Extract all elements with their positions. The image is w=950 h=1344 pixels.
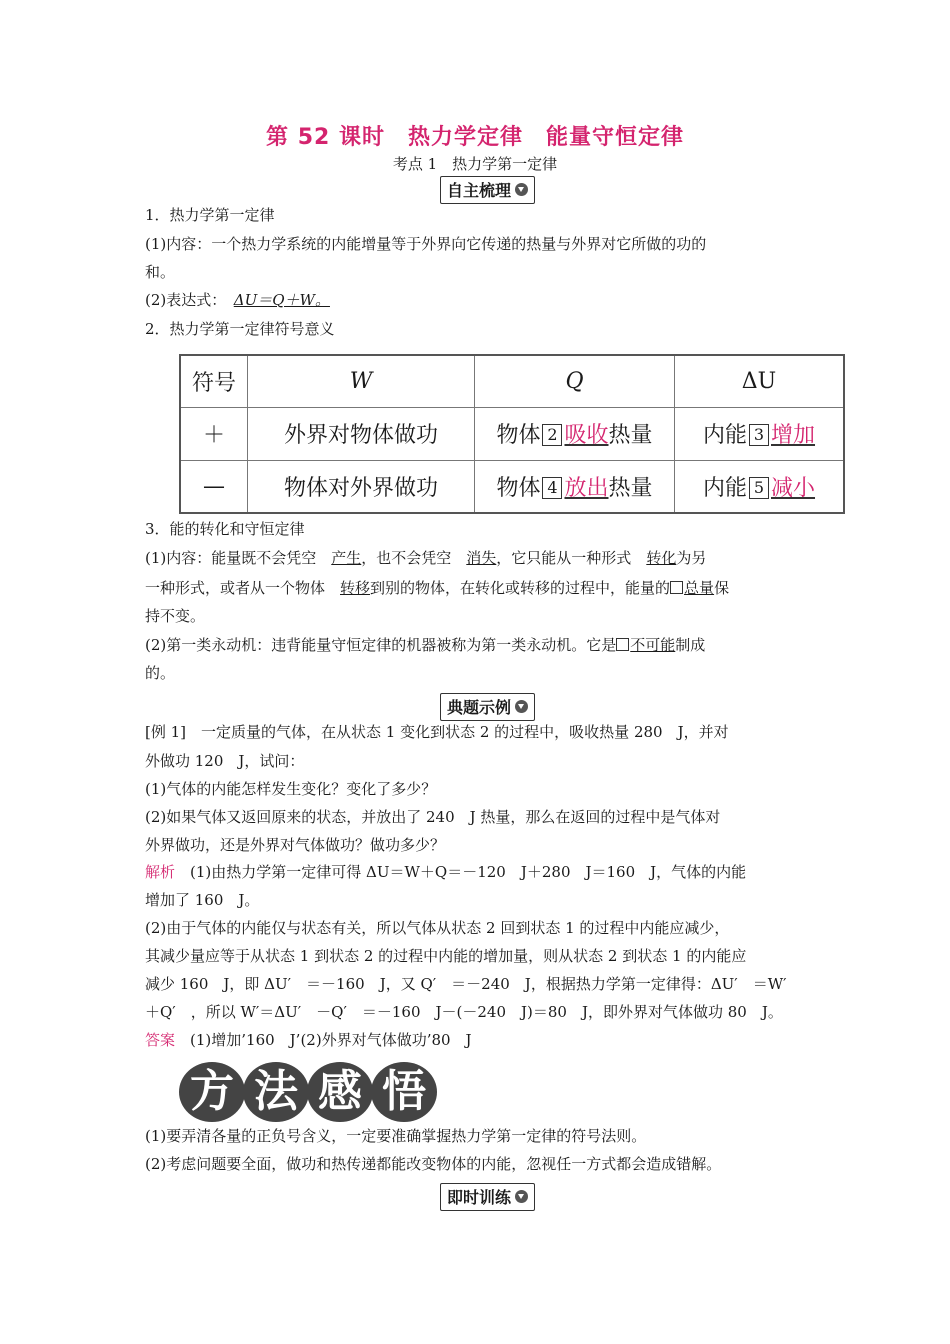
content-line: (1)内容：一个热力学系统的内能增量等于外界向它传递的热量与外界对它所做的功的: [145, 235, 707, 253]
heading-1: 1．热力学第一定律: [145, 206, 275, 224]
table-header: ΔU: [675, 355, 845, 407]
chevron-down-icon: [515, 700, 528, 713]
solution-line: 减少 160 J，即 ΔU′ ＝－160 J，又 Q′ ＝－240 J，根据热力学第一定律得：ΔU′ ＝W′: [145, 975, 787, 993]
answer-label: 答案: [145, 1031, 176, 1049]
table-header: Q: [475, 355, 675, 407]
table-row: — 物体对外界做功 物体 4 放出热量 内能 5 减小: [180, 460, 844, 513]
formula-line: (2)表达式： ΔU＝Q＋W。: [145, 291, 330, 309]
tip-line: (1)要弄清各量的正负号含义，一定要准确掌握热力学第一定律的符号法则。: [145, 1127, 647, 1145]
answer-line: 答案 (1)增加’160 J’(2)外界对气体做功’80 J: [145, 1031, 472, 1049]
answer-blank: 放出: [564, 475, 609, 501]
section-subtitle: 考点 1 热力学第一定律: [392, 155, 558, 173]
sign-table: [179, 354, 845, 514]
tip-line: (2)考虑问题要全面，做功和热传递都能改变物体的内能，忽视任一方式都会造成错解。: [145, 1155, 722, 1173]
badge-dianti: 典题示例: [440, 693, 535, 721]
example-line: (2)如果气体又返回原来的状态，并放出了 240 J 热量，那么在返回的过程中是气体对: [145, 808, 721, 826]
solution-line: 其减少量应等于从状态 1 到状态 2 的过程中内能的增加量，则从状态 2 到状态 1 的内能应: [145, 947, 747, 965]
heading-3: 3．能的转化和守恒定律: [145, 520, 305, 538]
solution-line: 增加了 160 J。: [145, 891, 260, 909]
content-line: 一种形式，或者从一个物体 转移到别的物体，在转化或转移的过程中，能量的 总量保: [145, 579, 730, 597]
solution-label: 解析: [145, 863, 176, 881]
formula: ΔU＝Q＋W。: [233, 291, 330, 309]
table-row: ＋ 外界对物体做功 物体 2 吸收热量 内能 3 增加: [180, 407, 844, 460]
content-line: (1)内容：能量既不会凭空 产生，也不会凭空 消失，它只能从一种形式 转化为另: [145, 549, 707, 567]
answer-blank: 吸收: [564, 423, 609, 448]
table-header: W: [248, 355, 475, 407]
example-line: [例 1] 一定质量的气体，在从状态 1 变化到状态 2 的过程中，吸收热量 280 J，并对: [145, 723, 729, 741]
badge-zizhu: 自主梳理: [440, 176, 535, 204]
answer-blank: 增加: [771, 423, 816, 448]
example-line: 外做功 120 J，试问：: [145, 752, 305, 770]
solution-line: (2)由于气体的内能仅与状态有关，所以气体从状态 2 回到状态 1 的过程中内能应减少，: [145, 919, 730, 937]
content-line: 和。: [145, 263, 176, 281]
answer-blank: 减小: [771, 475, 816, 501]
badge-jishi: 即时训练: [440, 1183, 535, 1211]
table-header: 符号: [180, 355, 248, 407]
method-banner: 方 法 感 悟: [179, 1062, 435, 1122]
heading-2: 2．热力学第一定律符号意义: [145, 320, 335, 338]
chevron-down-icon: [515, 1190, 528, 1203]
chevron-down-icon: [515, 183, 528, 196]
blank-box: [670, 581, 683, 594]
page-title: 第 52 课时 热力学定律 能量守恒定律: [266, 125, 684, 150]
content-line: 的。: [145, 664, 176, 682]
blank-box: [616, 638, 629, 651]
example-line: 外界做功，还是外界对气体做功？做功多少？: [145, 836, 446, 854]
content-line: 持不变。: [145, 607, 206, 625]
solution-line: ＋Q′ ，所以 W′＝ΔU′ －Q′ ＝－160 J－(－240 J)＝80 J，即外界对气体做功 80 J。: [145, 1003, 783, 1021]
example-line: (1)气体的内能怎样发生变化？变化了多少？: [145, 780, 437, 798]
content-line: (2)第一类永动机：违背能量守恒定律的机器被称为第一类永动机。它是 不可能制成: [145, 636, 706, 654]
solution-line: 解析 (1)由热力学第一定律可得 ΔU＝W＋Q＝－120 J＋280 J＝160 J，气体的内能: [145, 863, 747, 881]
